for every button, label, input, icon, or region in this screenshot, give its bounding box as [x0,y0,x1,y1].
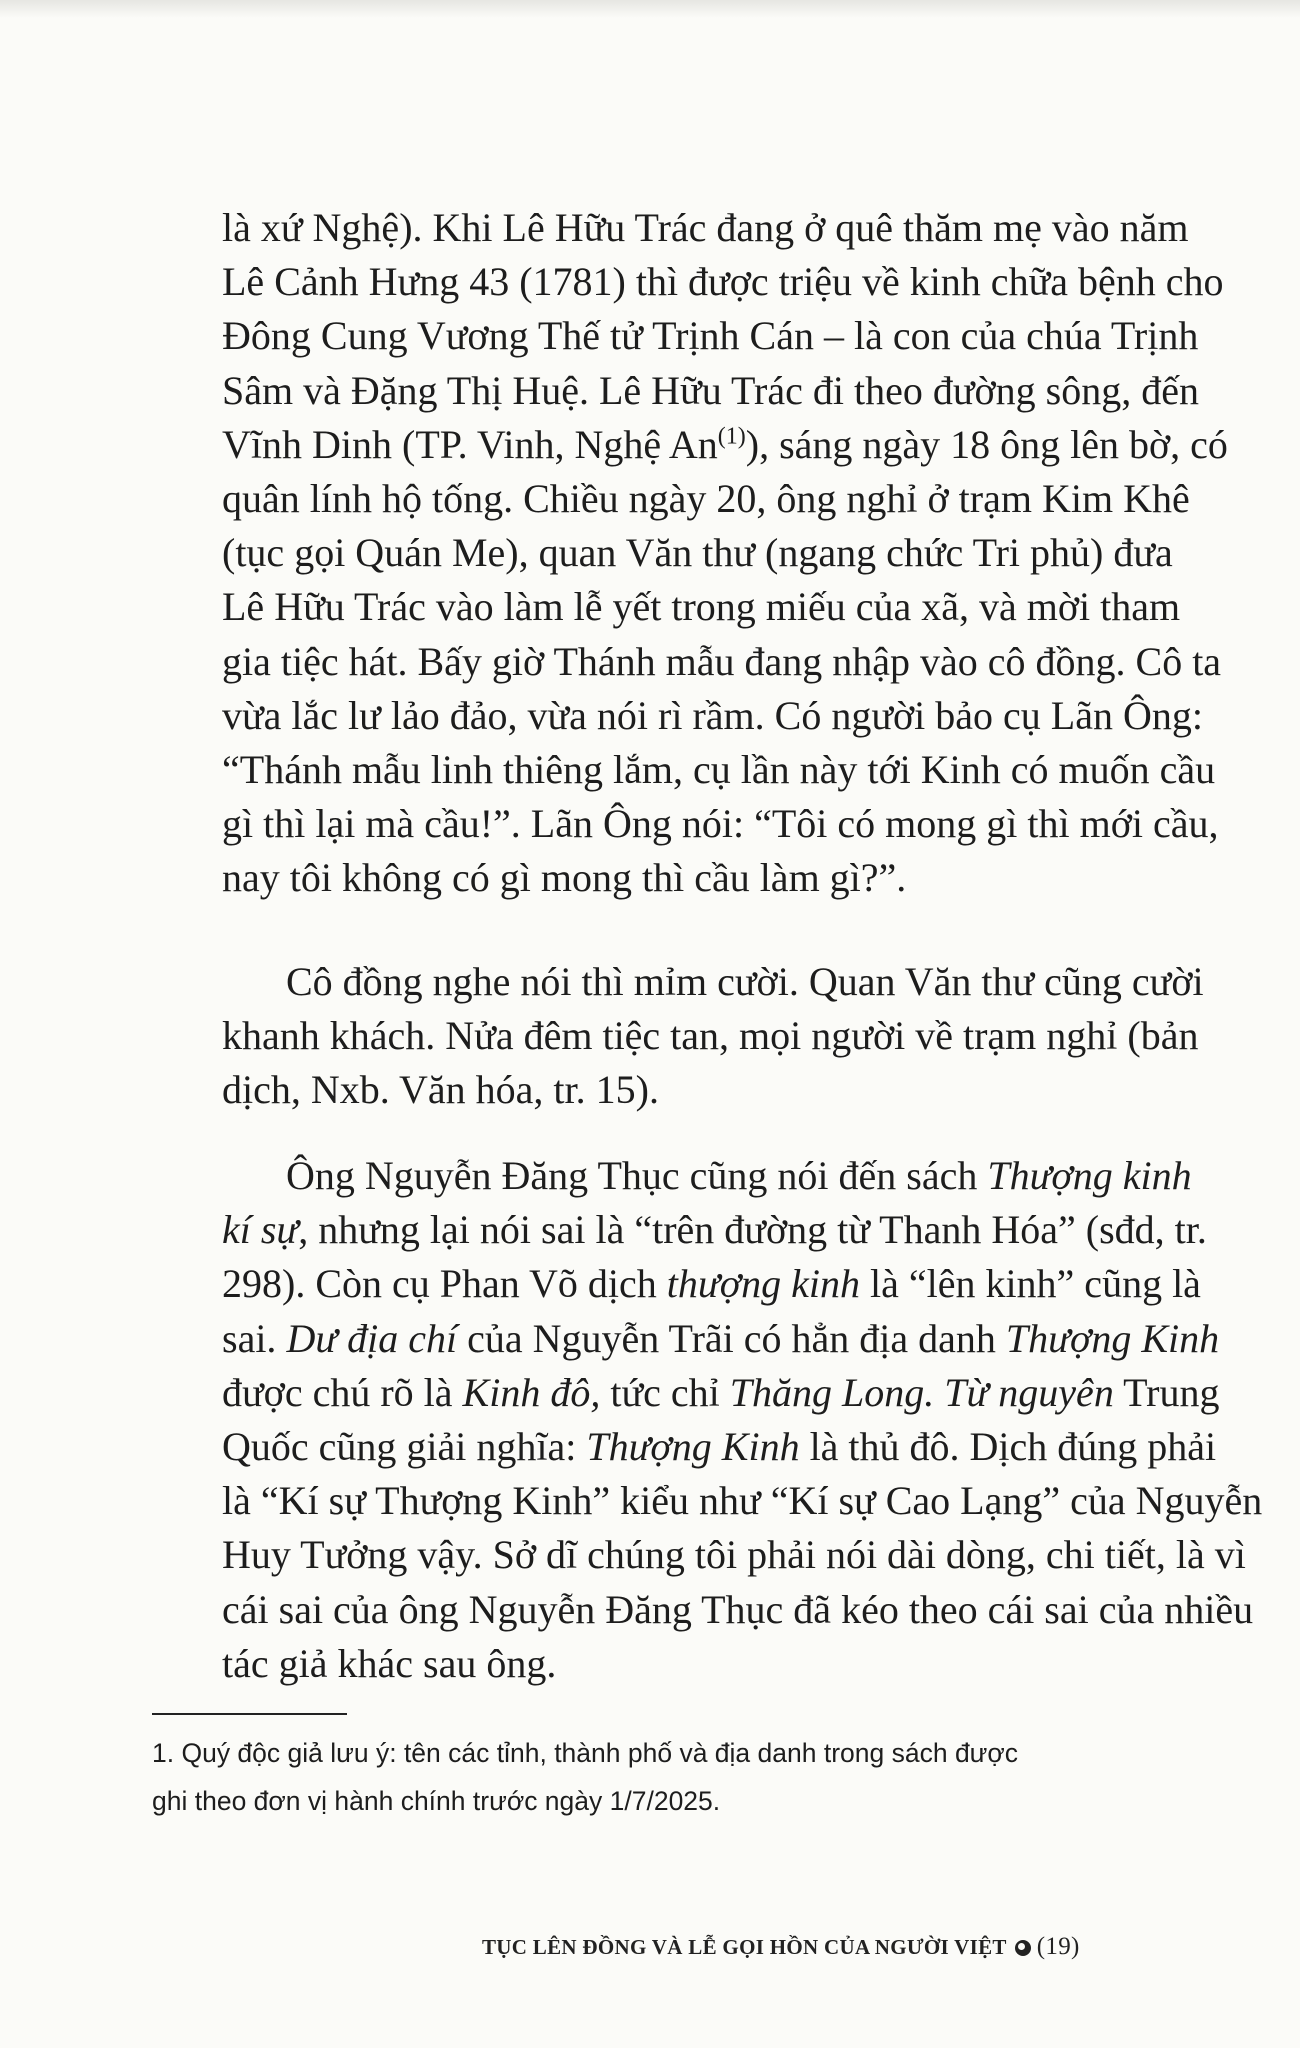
text-line: Huy Tưởng vậy. Sở dĩ chúng tôi phải nói dài dòng, chi tiết, là vì [222,1532,1246,1578]
italic-title: Dư địa chí [286,1315,458,1361]
footnote-separator [152,1713,347,1715]
italic-term: thượng kinh [666,1261,860,1307]
text-line [222,1149,1192,1203]
text-fragment: được chú rõ là [222,1369,463,1415]
text-fragment: là thủ đô. Dịch đúng phải [799,1424,1217,1470]
italic-term: Thăng Long. Từ nguyên [729,1369,1114,1415]
text-line: Lê Hữu Trác vào làm lễ yết trong miếu của xã, và mời tham [222,584,1181,630]
text-line: tác giả khác sau ông. [222,1640,557,1686]
text-line: “Thánh mẫu linh thiêng lắm, cụ lần này tới Kinh có muốn cầu [222,747,1216,793]
footnote-line: ghi theo đơn vị hành chính trước ngày 1/7/2025. [152,1786,721,1816]
text-line: quân lính hộ tống. Chiều ngày 20, ông nghỉ ở trạm Kim Khê [222,476,1190,522]
text-fragment: , nhưng lại nói sai là “trên đường từ Thanh Hóa” (sđd, tr. [298,1207,1207,1253]
text-fragment: 298). Còn cụ Phan Võ dịch [222,1261,667,1307]
italic-title: kí sự [222,1207,299,1253]
text-line [222,1257,1201,1311]
text-fragment: của Nguyễn Trãi có hẳn địa danh [457,1315,1006,1361]
page-top-edge [0,0,1300,18]
text-line: khanh khách. Nửa đêm tiệc tan, mọi người về trạm nghỉ (bản [222,1013,1199,1059]
italic-term: Thượng Kinh [586,1424,800,1470]
text-fragment: Vĩnh Dinh (TP. Vinh, Nghệ An [222,421,718,467]
italic-term: Thượng Kinh [1005,1315,1220,1361]
text-line: Sâm và Đặng Thị Huệ. Lê Hữu Trác đi theo đường sông, đến [222,367,1199,413]
paragraph-3 [222,1149,1263,1691]
text-line: (tục gọi Quán Me), quan Văn thư (ngang chức Tri phủ) đưa [222,530,1173,576]
text-line [222,1203,1207,1257]
text-line: là “Kí sự Thượng Kinh” kiểu như “Kí sự Cao Lạng” của Nguyễn [222,1478,1263,1524]
text-line: vừa lắc lư lảo đảo, vừa nói rì rầm. Có người bảo cụ Lãn Ông: [222,692,1203,738]
page-number-bracket-right: ) [1071,1933,1080,1960]
text-fragment: Quốc cũng giải nghĩa: [222,1424,587,1470]
text-fragment: sai. [222,1315,287,1361]
text-line [222,1420,1217,1474]
text-fragment: là “lên kinh” cũng là [859,1261,1201,1307]
italic-term: Kinh đô, [462,1369,601,1415]
text-line: là xứ Nghệ). Khi Lê Hữu Trác đang ở quê thăm mẹ vào năm [222,205,1189,250]
text-line: dịch, Nxb. Văn hóa, tr. 15). [222,1067,659,1113]
text-line: nay tôi không có gì mong thì cầu làm gì?”. [222,855,907,901]
text-line-footnote-ref [222,418,1228,472]
text-line: Cô đồng nghe nói thì mỉm cười. Quan Văn thư cũng cười [286,959,1204,1004]
footnote [152,1729,1138,1825]
yin-yang-icon [1015,1940,1031,1956]
running-title: TỤC LÊN ĐỒNG VÀ LỄ GỌI HỒN CỦA NGƯỜI VIỆT [482,1935,1007,1959]
text-line: Lê Cảnh Hưng 43 (1781) thì được triệu về kinh chữa bệnh cho [222,259,1224,305]
text-fragment: Ông Nguyễn Đăng Thục cũng nói đến sách [286,1153,988,1198]
text-fragment: ), sáng ngày 18 ông lên bờ, có [745,421,1228,467]
page-number: 19 [1045,1933,1071,1960]
italic-title: Thượng kinh [987,1153,1192,1198]
text-fragment: tức chỉ [600,1369,730,1415]
text-line: cái sai của ông Nguyễn Đăng Thục đã kéo theo cái sai của nhiều [222,1586,1254,1632]
running-footer [482,1933,1142,1961]
text-line [222,1312,1220,1366]
text-line: gì thì lại mà cầu!”. Lãn Ông nói: “Tôi có mong gì thì mới cầu, [222,801,1219,847]
paragraph-1 [222,201,1228,906]
text-line [222,1366,1220,1420]
text-line: Đông Cung Vương Thế tử Trịnh Cán – là con của chúa Trịnh [222,313,1199,359]
text-fragment: Trung [1113,1369,1220,1415]
footnote-line: 1. Quý độc giả lưu ý: tên các tỉnh, thành phố và địa danh trong sách được [152,1738,1019,1768]
text-line: gia tiệc hát. Bấy giờ Thánh mẫu đang nhập vào cô đồng. Cô ta [222,638,1222,684]
footnote-reference: (1) [717,423,746,450]
paragraph-2 [222,955,1204,1118]
page-number-bracket-left: ( [1036,1933,1046,1960]
